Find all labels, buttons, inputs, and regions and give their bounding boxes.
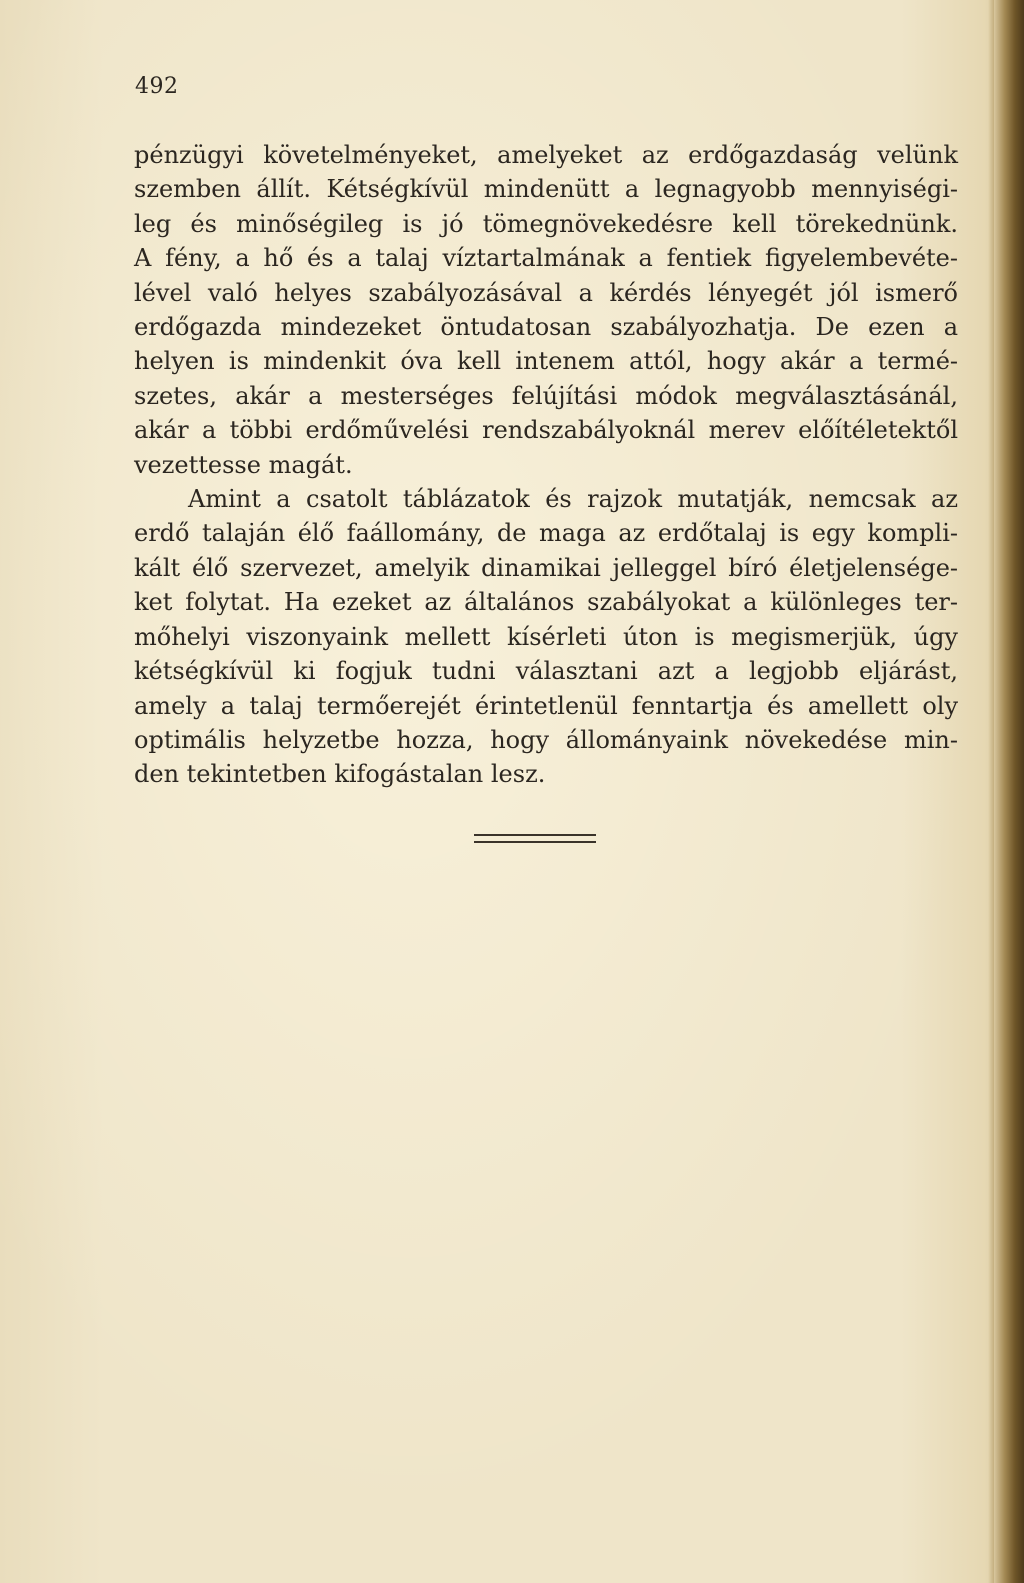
text-line: den tekintetben kifogástalan lesz. (134, 760, 546, 789)
text-line: amely a talaj termőerejét érintetlenül fenntartja és amellett oly (134, 691, 958, 720)
text-line: helyen is mindenkit óva kell intenem attól, hogy akár a termé- (134, 347, 958, 376)
text-line: ket folytat. Ha ezeket az általános szabályokat a különleges ter- (134, 588, 958, 617)
text-line: kált élő szervezet, amelyik dinamikai jelleggel bíró életjelensége- (134, 553, 958, 582)
divider-rule (474, 834, 596, 836)
text-line: erdőgazda mindezeket öntudatosan szabályozhatja. De ezen a (134, 313, 958, 342)
text-line: szetes, akár a mesterséges felújítási módok megválasztásánál, (134, 381, 958, 410)
text-line: vezettesse magát. (134, 450, 353, 479)
text-line: optimális helyzetbe hozza, hogy állományaink növekedése min- (134, 725, 958, 754)
text-line: A fény, a hő és a talaj víztartalmának a fentiek figyelembevéte- (134, 244, 958, 273)
page-number: 492 (135, 74, 179, 99)
text-line: akár a többi erdőművelési rendszabályoknál merev előítéletektől (134, 416, 958, 445)
divider-rule (474, 841, 596, 843)
text-line: mőhelyi viszonyaink mellett kísérleti úton is megismerjük, úgy (134, 622, 958, 651)
body-text (134, 138, 958, 792)
paragraph-2 (134, 482, 958, 792)
section-end-divider (474, 834, 596, 844)
text-line: leg és minőségileg is jó tömegnövekedésre kell törekednünk. (134, 209, 958, 238)
text-line: Amint a csatolt táblázatok és rajzok mutatják, nemcsak az (188, 485, 958, 514)
paragraph-1 (134, 138, 958, 482)
text-line: szemben állít. Kétségkívül mindenütt a legnagyobb mennyiségi- (134, 175, 958, 204)
text-line: erdő talaján élő faállomány, de maga az erdőtalaj is egy kompli- (134, 519, 958, 548)
text-line: lével való helyes szabályozásával a kérdés lényegét jól ismerő (134, 278, 958, 307)
book-spine (994, 0, 1024, 1583)
text-line: pénzügyi követelményeket, amelyeket az erdőgazdaság velünk (134, 141, 958, 169)
text-line: kétségkívül ki fogjuk tudni választani azt a legjobb eljárást, (134, 657, 958, 686)
